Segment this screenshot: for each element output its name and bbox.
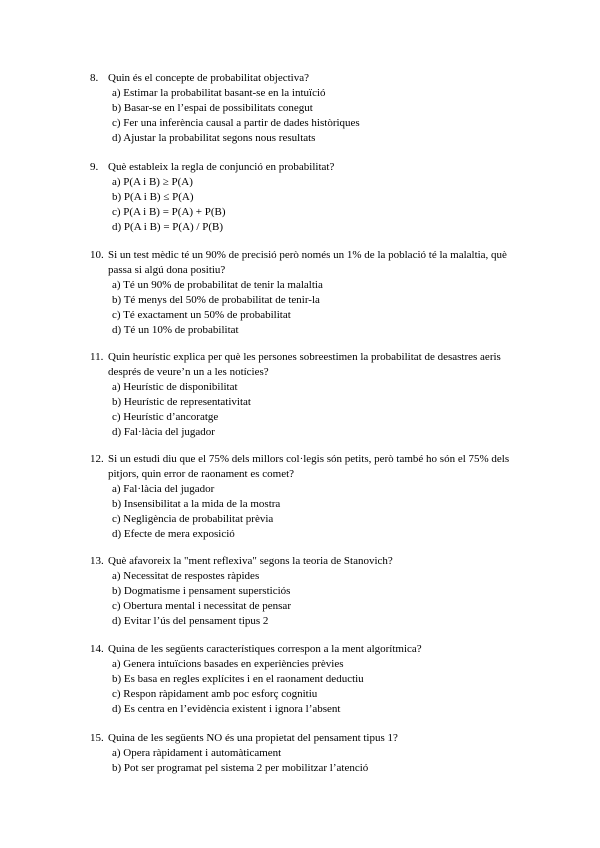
option-list [90,86,530,146]
option-b: b) Heurístic de representativitat [112,396,251,408]
option-c: c) Heurístic d’ancoratge [112,411,219,423]
question-text: Si un test mèdic té un 90% de precisió però només un 1% de la població té la malaltia, què passa si algú dona positiu? [108,249,507,276]
option-c: c) Negligència de probabilitat prèvia [112,513,274,525]
option-c: c) Fer una inferència causal a partir de dades històriques [112,117,360,129]
option-d: d) Es centra en l’evidència existent i ignora l’absent [112,703,341,715]
question-11 [90,350,530,440]
question-number: 9. [90,161,99,173]
question-13 [90,554,530,629]
question-text: Quina de les següents NO és una propietat del pensament tipus 1? [108,732,398,744]
option-d: d) Evitar l’ús del pensament tipus 2 [112,615,269,627]
question-number: 13. [90,555,104,567]
option-a: a) Fal·làcia del jugador [112,483,215,495]
question-text: Quin heurístic explica per què les persones sobreestimen la probabilitat de desastres aeris després de veure’n un a les notícies? [108,351,501,378]
option-list [90,482,530,542]
option-list [90,278,530,338]
option-d: d) Té un 10% de probabilitat [112,324,239,336]
option-a: a) Genera intuïcions basades en experiències prèvies [112,658,344,670]
question-number: 8. [90,72,99,84]
question-text: Què estableix la regla de conjunció en probabilitat? [108,161,335,173]
option-a: a) Necessitat de respostes ràpides [112,570,260,582]
option-list [90,657,530,717]
question-8 [90,71,530,146]
option-a: a) Heurístic de disponibilitat [112,381,238,393]
option-b: b) Basar-se en l’espai de possibilitats conegut [112,102,313,114]
question-text: Què afavoreix la "ment reflexiva" segons la teoria de Stanovich? [108,555,393,567]
option-b: b) P(A i B) ≤ P(A) [112,191,194,203]
question-12 [90,452,530,542]
option-c: c) Té exactament un 50% de probabilitat [112,309,291,321]
question-text: Quin és el concepte de probabilitat objectiva? [108,72,309,84]
option-d: d) Fal·làcia del jugador [112,426,215,438]
option-c: c) Respon ràpidament amb poc esforç cognitiu [112,688,318,700]
question-number: 10. [90,249,104,261]
option-c: c) Obertura mental i necessitat de pensar [112,600,291,612]
option-b: b) Insensibilitat a la mida de la mostra [112,498,281,510]
option-d: d) Efecte de mera exposició [112,528,235,540]
option-c: c) P(A i B) = P(A) + P(B) [112,206,226,218]
option-list [90,569,530,629]
question-14 [90,642,530,717]
question-number: 11. [90,351,104,363]
option-d: d) P(A i B) = P(A) / P(B) [112,221,224,233]
option-list [90,746,530,776]
question-text: Quina de les següents característiques correspon a la ment algorítmica? [108,643,422,655]
option-b: b) Té menys del 50% de probabilitat de tenir-la [112,294,320,306]
question-15 [90,731,530,776]
option-a: a) Té un 90% de probabilitat de tenir la malaltia [112,279,323,291]
option-a: a) P(A i B) ≥ P(A) [112,176,193,188]
option-b: b) Es basa en regles explícites i en el raonament deductiu [112,673,364,685]
option-list [90,175,530,235]
option-list [90,380,530,440]
option-d: d) Ajustar la probabilitat segons nous resultats [112,132,316,144]
option-b: b) Pot ser programat pel sistema 2 per mobilitzar l’atenció [112,762,369,774]
option-a: a) Opera ràpidament i automàticament [112,747,282,759]
question-10 [90,248,530,338]
question-number: 12. [90,453,104,465]
option-b: b) Dogmatisme i pensament supersticiós [112,585,291,597]
question-number: 14. [90,643,104,655]
question-number: 15. [90,732,104,744]
question-text: Si un estudi diu que el 75% dels millors col·legis són petits, però també ho són el 75% dels pitjors, quin error de raonament es comet? [108,453,510,480]
option-a: a) Estimar la probabilitat basant-se en la intuïció [112,87,326,99]
question-9 [90,160,530,235]
